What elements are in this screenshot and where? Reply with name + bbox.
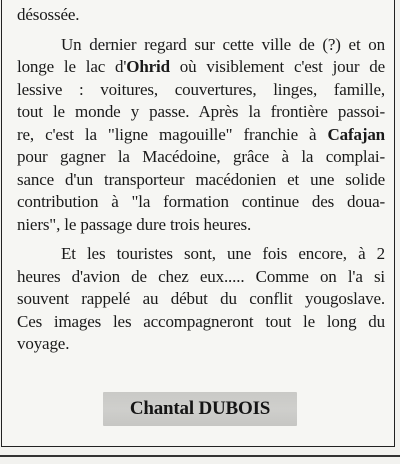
- text-line: niers", le passage dure trois heures.: [17, 214, 252, 234]
- author-name: Chantal DUBOIS: [129, 398, 271, 419]
- text-line: Ces images les accompagneront tout le long du: [17, 311, 385, 331]
- text-line: tout le monde y passe. Après la frontière passoi-: [17, 102, 385, 121]
- text-line: [17, 56, 385, 79]
- text-line: désossée.: [17, 5, 80, 24]
- text-line: contribution à "la formation continue des doua-: [17, 192, 385, 211]
- text-line: voyage.: [17, 334, 70, 353]
- article-body: [17, 4, 385, 356]
- bold-place-name: Ohrid: [126, 57, 170, 76]
- text-segment: où visiblement c'est jour de: [169, 57, 385, 76]
- text-line: sance d'un transporteur macédonien et une solide: [17, 169, 385, 189]
- text-segment: longe le lac d': [17, 57, 127, 76]
- text-line: Un dernier regard sur cette ville de (?) et on: [61, 34, 385, 54]
- bold-place-name: Cafajan: [327, 124, 385, 144]
- bottom-divider: [0, 455, 400, 457]
- text-line: lessive : voitures, couvertures, linges, famille,: [17, 79, 385, 99]
- paragraph-3: [17, 243, 385, 356]
- text-line: [17, 124, 385, 147]
- text-line: Et les touristes sont, une fois encore, à 2: [61, 244, 385, 263]
- text-line: heures d'avion de chez eux..... Comme on l'a si: [17, 266, 385, 286]
- author-signature-box: [103, 392, 297, 426]
- paragraph-1: [17, 4, 385, 27]
- text-segment: re, c'est la "ligne magouille" franchie à: [17, 124, 328, 144]
- text-line: pour gagner la Macédoine, grâce à la complai-: [17, 147, 385, 166]
- paragraph-2: [17, 34, 385, 237]
- text-line: souvent rappelé au début du conflit yougoslave.: [17, 289, 385, 308]
